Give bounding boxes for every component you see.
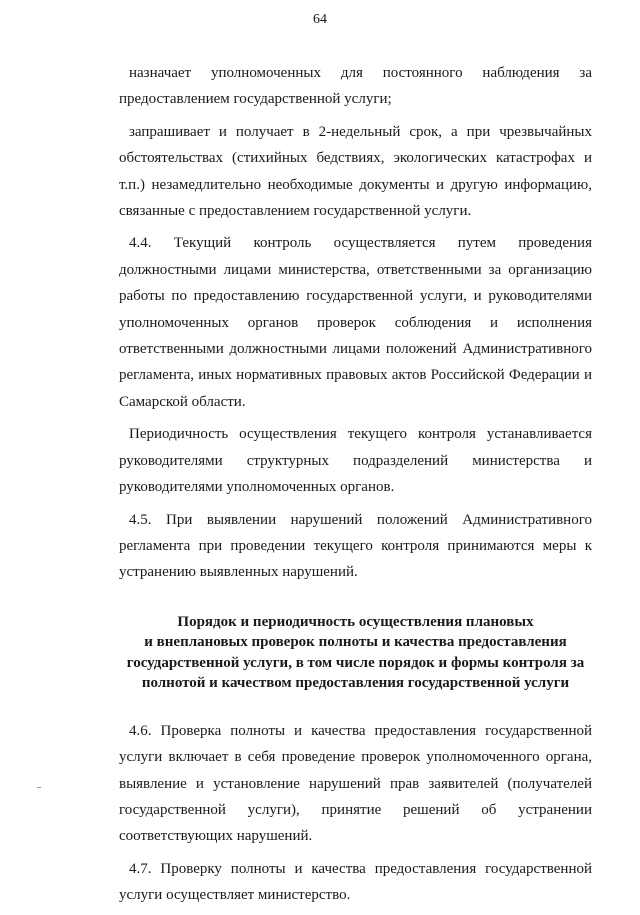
document-body	[119, 60, 592, 915]
section-heading-line: Порядок и периодичность осуществления плановых	[177, 613, 534, 630]
section-heading	[119, 612, 592, 694]
section-heading-line: полнотой и качеством предоставления государственной услуги	[141, 675, 570, 692]
section-heading-line: и внеплановых проверок полноты и качества предоставления	[144, 634, 567, 651]
margin-mark	[37, 787, 41, 788]
section-heading-line: государственной услуги, в том числе порядок и формы контроля за	[126, 654, 585, 671]
paragraph-4-7: 4.7. Проверку полноты и качества предоставления государственной услуги осуществляет министерство.	[119, 860, 592, 904]
paragraph-4-6: 4.6. Проверка полноты и качества предоставления государственной услуги включает в себя проведение проверок уполномоченного органа, выявление и установление нарушений прав заявителей (получателей государственной услуги), принятие решений об устранении соответствующих нарушений.	[119, 722, 592, 845]
paragraph-4-5: 4.5. При выявлении нарушений положений Административного регламента при проведении текущего контроля принимаются меры к устранению выявленных нарушений.	[119, 511, 592, 581]
paragraph-periodicity: Периодичность осуществления текущего контроля устанавливается руководителями структурных подразделений министерства и руководителями уполномоченных органов.	[119, 426, 592, 496]
paragraph-request-documents: запрашивает и получает в 2-недельный срок, а при чрезвычайных обстоятельствах (стихийных бедствиях, экологических катастрофах и т.п.) незамедлительно необходимые документы и другую информацию, связанные с предоставлением государственной услуги.	[119, 123, 592, 220]
paragraph-appoint-observers: назначает уполномоченных для постоянного наблюдения за предоставлением государственной услуги;	[119, 65, 592, 108]
page-number: 64	[313, 12, 327, 27]
paragraph-4-4: 4.4. Текущий контроль осуществляется путем проведения должностными лицами министерства, ответственными за организацию работы по предоставлению государственной услуги, и руководителями уполномоченных органов проверок соблюдения и исполнения ответственными должностными лицами положений Административного регламента, иных нормативных правовых актов Российской Федерации и Самарской области.	[119, 235, 592, 410]
